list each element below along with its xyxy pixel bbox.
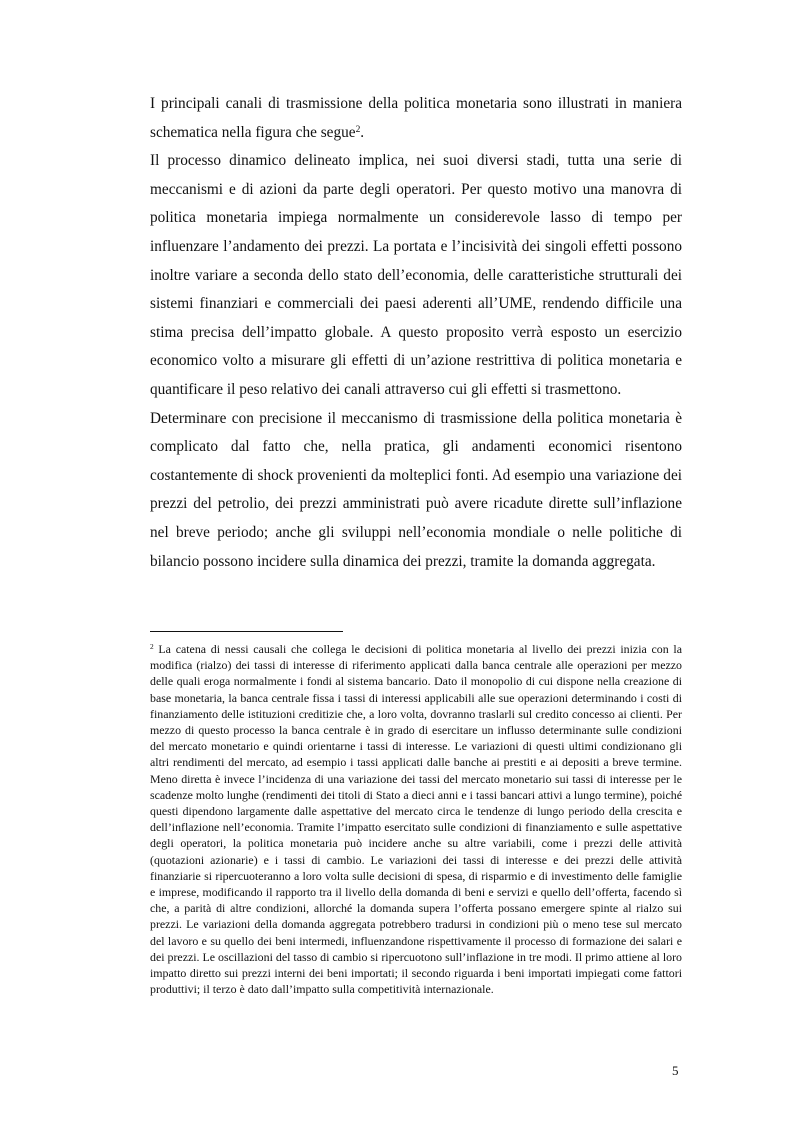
footnote	[150, 641, 682, 997]
paragraph-1-end: .	[360, 123, 365, 141]
footnote-number: 2	[150, 641, 154, 651]
paragraph-2: Il processo dinamico delineato implica, nei suoi diversi stadi, tutta una serie di meccanismi e di azioni da parte degli operatori. Per questo motivo una manovra di politica monetaria impiega normalmente un considerevole lasso di tempo per influenzare l’andamento dei prezzi. La portata e l’incisività dei singoli effetti possono inoltre variare a seconda dello stato dell’economia, delle caratteristiche strutturali dei sistemi finanziari e commerciali dei paesi aderenti all’UME, rendendo difficile una stima precisa dell’impatto globale. A questo proposito verrà esposto un esercizio economico volto a misurare gli effetti di un’azione restrittiva di politica monetaria e quantificare il peso relativo dei canali attraverso cui gli effetti si trasmettono.	[150, 152, 682, 398]
footnote-paragraph	[150, 641, 682, 997]
body-text	[150, 90, 682, 576]
footnote-reference[interactable]: 2	[355, 124, 361, 135]
footnote-text: La catena di nessi causali che collega le decisioni di politica monetaria al livello dei prezzi inizia con la modifica (rialzo) dei tassi di interesse di riferimento applicati dalla banca centrale alle operazioni per mezzo delle quali eroga normalmente i fondi al sistema bancario. Dato il monopolio di cui dispone nella creazione di base monetaria, la banca centrale fissa i tassi di interessi applicabili alle sue operazioni determinando i costi di finanziamento delle istituzioni creditizie che, a loro volta, dovranno traslarli sul credito concesso ai clienti. Per mezzo di questo processo la banca centrale è in grado di esercitare un influsso determinante sulle condizioni del mercato monetario e quindi orientarne i tassi di interesse. Le variazioni di questi ultimi condizionano gli altri rendimenti del mercato, ad esempio i tassi applicati dalle banche ai prestiti e ai depositi a breve termine. Meno diretta è invece l’incidenza di una variazione dei tassi del mercato monetario sui tassi di interesse per le scadenze molto lunghe (rendimenti dei titoli di Stato a dieci anni e i tassi bancari attivi a lungo termine), poiché questi dipendono largamente dalle aspettative del mercato circa le tendenze di lungo periodo della crescita e dell’inflazione nell’economia. Tramite l’impatto esercitato sulle condizioni di finanziamento e sulle aspettative degli operatori, la politica monetaria può incidere anche su altre variabili, come i prezzi delle attività (quotazioni azionarie) e i tassi di cambio. Le variazioni dei tassi di interesse e dei prezzi delle attività finanziarie si ripercuoteranno a loro volta sulle decisioni di spesa, di risparmio e di investimento delle famiglie e imprese, modificando il rapporto tra il livello della domanda di beni e servizi e quello dell’offerta, facendo sì che, a parità di altre condizioni, allorché la domanda supera l’offerta possano emergere spinte al rialzo sui prezzi. Le variazioni della domanda aggregata potrebbero tradursi in condizioni più o meno tese sul mercato del lavoro e su quello dei beni intermedi, influenzandone rispettivamente il processo di formazione dei salari e dei prezzi. Le oscillazioni del tasso di cambio si ripercuotono sull’inflazione in tre modi. Il primo attiene al loro impatto diretto sui prezzi interni dei beni importati; il secondo riguarda i beni importati impiegati come fattori produttivi; il terzo è dato dall’impatto sulla competitività internazionale.	[150, 642, 682, 997]
paragraph-3: Determinare con precisione il meccanismo di trasmissione della politica monetaria è complicato dal fatto che, nella pratica, gli andamenti economici risentono costantemente di shock provenienti da molteplici fonti. Ad esempio una variazione dei prezzi del petrolio, dei prezzi amministrati può avere ricadute dirette sull’inflazione nel breve periodo; anche gli sviluppi nell’economia mondiale o nelle politiche di bilancio possono incidere sulla dinamica dei prezzi, tramite la domanda aggregata.	[150, 409, 682, 570]
page-number: 5	[672, 1063, 679, 1078]
paragraph-1-text: I principali canali di trasmissione della politica monetaria sono illustrati in maniera schematica nella figura che segue	[150, 95, 682, 141]
paragraph-1	[150, 90, 682, 147]
footnote-separator	[150, 631, 343, 632]
